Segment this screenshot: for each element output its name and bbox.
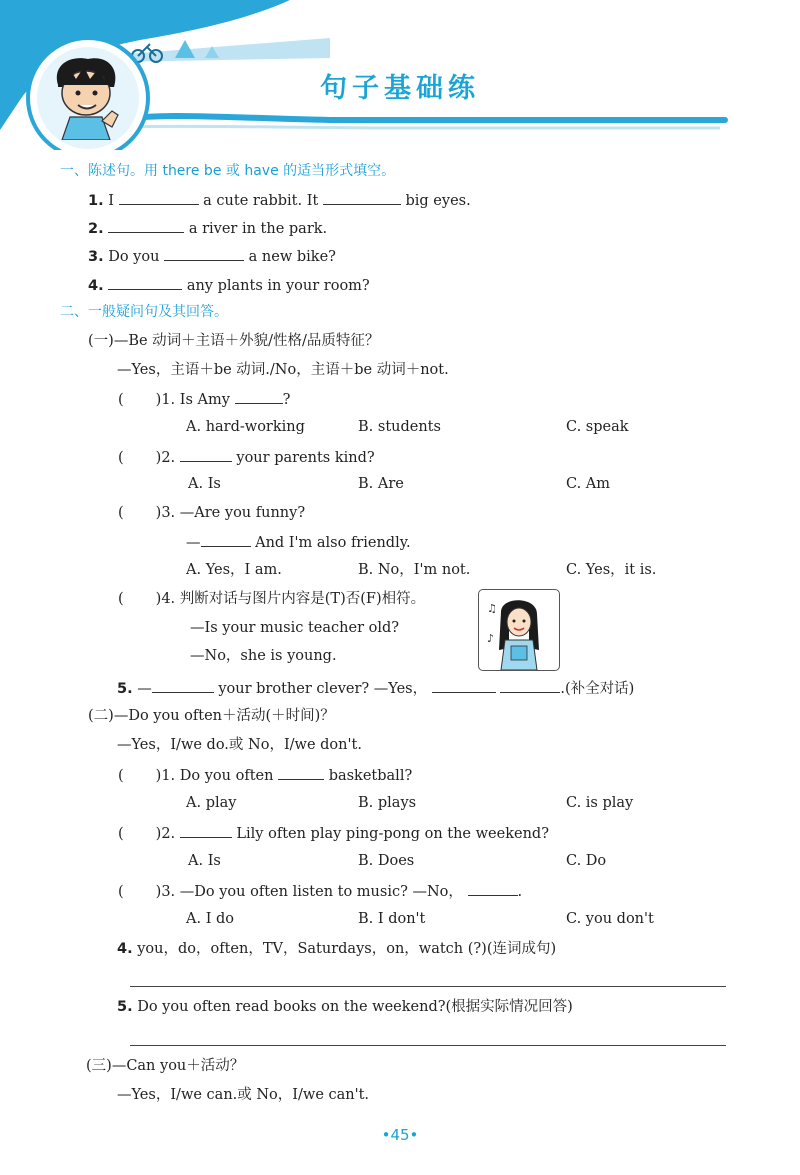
question-text: ? xyxy=(282,392,291,408)
paren-open: ( xyxy=(118,768,124,784)
p1-question-5 xyxy=(117,678,634,698)
paren-open: ( xyxy=(118,884,124,900)
option-c[interactable]: C. Am xyxy=(566,476,611,492)
s1-question-4 xyxy=(88,275,370,295)
question-text: basketball? xyxy=(328,768,413,784)
p2-question-2 xyxy=(118,823,549,843)
section-two-heading: 二、一般疑问句及其回答。 xyxy=(60,304,228,320)
page-number: •45• xyxy=(381,1126,419,1144)
paren-open: ( xyxy=(118,826,124,842)
question-text: 判断对话与图片内容是(T)否(F)相符。 xyxy=(179,591,426,607)
part1-pattern: —Yes，主语＋be 动词./No，主语＋be 动词＋not. xyxy=(117,362,449,378)
question-text: your parents kind? xyxy=(236,450,375,466)
part2-pattern: —Yes，I/we do.或 No，I/we don't. xyxy=(117,737,362,753)
p1-question-1 xyxy=(118,389,290,409)
option-b[interactable]: B. plays xyxy=(358,795,417,811)
answer-blank[interactable] xyxy=(164,246,244,261)
paren-open: ( xyxy=(118,392,124,408)
question-text: .(补全对话) xyxy=(560,681,635,697)
answer-blank[interactable] xyxy=(180,823,232,838)
answer-writing-line[interactable] xyxy=(130,1045,726,1046)
option-c[interactable]: C. speak xyxy=(566,419,629,435)
p1-question-4 xyxy=(118,590,425,608)
question-text: And I'm also friendly. xyxy=(255,535,411,551)
question-number: )1. xyxy=(155,392,176,408)
svg-text:♫: ♫ xyxy=(487,602,497,615)
p1-question-4-line2: —Is your music teacher old? xyxy=(190,620,400,636)
question-number: 5. xyxy=(117,681,133,697)
p1-question-3-reply xyxy=(186,532,411,552)
part2-title: (二)—Do you often＋活动(＋时间)？ xyxy=(88,708,335,724)
question-text: a new bike? xyxy=(248,249,336,265)
question-number: )1. xyxy=(155,768,176,784)
answer-blank[interactable] xyxy=(432,678,496,693)
paren-open: ( xyxy=(118,505,124,521)
dash: — xyxy=(186,535,201,551)
p1-question-3 xyxy=(118,504,305,522)
question-text: I xyxy=(108,193,114,209)
question-text: . xyxy=(517,884,523,900)
answer-blank[interactable] xyxy=(180,447,232,462)
question-text: Do you often read books on the weekend?(根据实际情况回答) xyxy=(137,999,573,1015)
question-number: )4. xyxy=(155,591,176,607)
p2-question-3 xyxy=(118,881,522,901)
option-c[interactable]: C. Yes，it is. xyxy=(566,562,657,578)
p2-question-5 xyxy=(117,998,573,1016)
answer-blank[interactable] xyxy=(152,678,214,693)
question-text: your brother clever? —Yes， xyxy=(218,681,428,697)
answer-blank[interactable] xyxy=(119,190,199,205)
option-b[interactable]: B. Are xyxy=(358,476,404,492)
question-number: )3. xyxy=(155,884,176,900)
p1-question-4-line3: —No，she is young. xyxy=(190,648,337,664)
option-a[interactable]: A. hard-working xyxy=(186,419,305,435)
answer-blank[interactable] xyxy=(278,765,324,780)
option-b[interactable]: B. Does xyxy=(358,853,415,869)
option-b[interactable]: B. No，I'm not. xyxy=(358,562,471,578)
dash: — xyxy=(137,681,152,697)
question-number: 5. xyxy=(117,999,133,1015)
question-text: —Are you funny? xyxy=(179,505,306,521)
question-number: 2. xyxy=(88,221,104,237)
answer-writing-line[interactable] xyxy=(130,986,726,987)
question-text: Is Amy xyxy=(179,392,230,408)
option-b[interactable]: B. I don't xyxy=(358,911,426,927)
p2-question-4 xyxy=(117,940,556,958)
answer-blank[interactable] xyxy=(108,275,182,290)
question-text: a cute rabbit. It xyxy=(203,193,319,209)
question-text: Lily often play ping-pong on the weekend? xyxy=(236,826,549,842)
question-number: 3. xyxy=(88,249,104,265)
question-text: you，do，often，TV，Saturdays，on，watch (?)(连词成句) xyxy=(137,941,557,957)
p2-question-1 xyxy=(118,765,412,785)
section-one-heading: 一、陈述句。用 there be 或 have 的适当形式填空。 xyxy=(60,163,396,179)
answer-blank[interactable] xyxy=(201,532,251,547)
question-text: —Do you often listen to music? —No， xyxy=(179,884,463,900)
question-number: 1. xyxy=(88,193,104,209)
option-b[interactable]: B. students xyxy=(358,419,441,435)
question-number: )2. xyxy=(155,826,176,842)
answer-blank[interactable] xyxy=(108,218,184,233)
question-text: big eyes. xyxy=(405,193,471,209)
s1-question-2 xyxy=(88,218,327,238)
p1-question-2 xyxy=(118,447,375,467)
answer-blank[interactable] xyxy=(468,881,518,896)
option-a[interactable]: A. Yes，I am. xyxy=(186,562,282,578)
option-c[interactable]: C. Do xyxy=(566,853,607,869)
s1-question-3 xyxy=(88,246,336,266)
part3-title: (三)—Can you＋活动？ xyxy=(86,1058,245,1074)
option-c[interactable]: C. you don't xyxy=(566,911,654,927)
question-number: )3. xyxy=(155,505,176,521)
svg-text:♪: ♪ xyxy=(487,632,495,645)
option-a[interactable]: A. play xyxy=(186,795,237,811)
question-number: )2. xyxy=(155,450,176,466)
s1-question-1 xyxy=(88,190,471,210)
option-a[interactable]: A. I do xyxy=(186,911,235,927)
question-text: a river in the park. xyxy=(188,221,328,237)
paren-open: ( xyxy=(118,450,124,466)
answer-blank[interactable] xyxy=(323,190,401,205)
answer-blank[interactable] xyxy=(235,389,283,404)
question-text: Do you often xyxy=(179,768,274,784)
question-text: any plants in your room? xyxy=(186,278,370,294)
option-c[interactable]: C. is play xyxy=(566,795,634,811)
option-a[interactable]: A. Is xyxy=(188,476,221,492)
music-teacher-picture xyxy=(478,589,560,671)
answer-blank[interactable] xyxy=(500,678,560,693)
part3-pattern: —Yes，I/we can.或 No，I/we can't. xyxy=(117,1087,370,1103)
teacher-illustration-icon xyxy=(479,590,559,670)
page-title: 句子基础练 xyxy=(320,73,480,104)
part1-title: (一)—Be 动词＋主语＋外貌/性格/品质特征？ xyxy=(88,333,380,349)
question-text: Do you xyxy=(108,249,160,265)
question-number: 4. xyxy=(117,941,133,957)
question-number: 4. xyxy=(88,278,104,294)
option-a[interactable]: A. Is xyxy=(188,853,221,869)
paren-open: ( xyxy=(118,591,124,607)
